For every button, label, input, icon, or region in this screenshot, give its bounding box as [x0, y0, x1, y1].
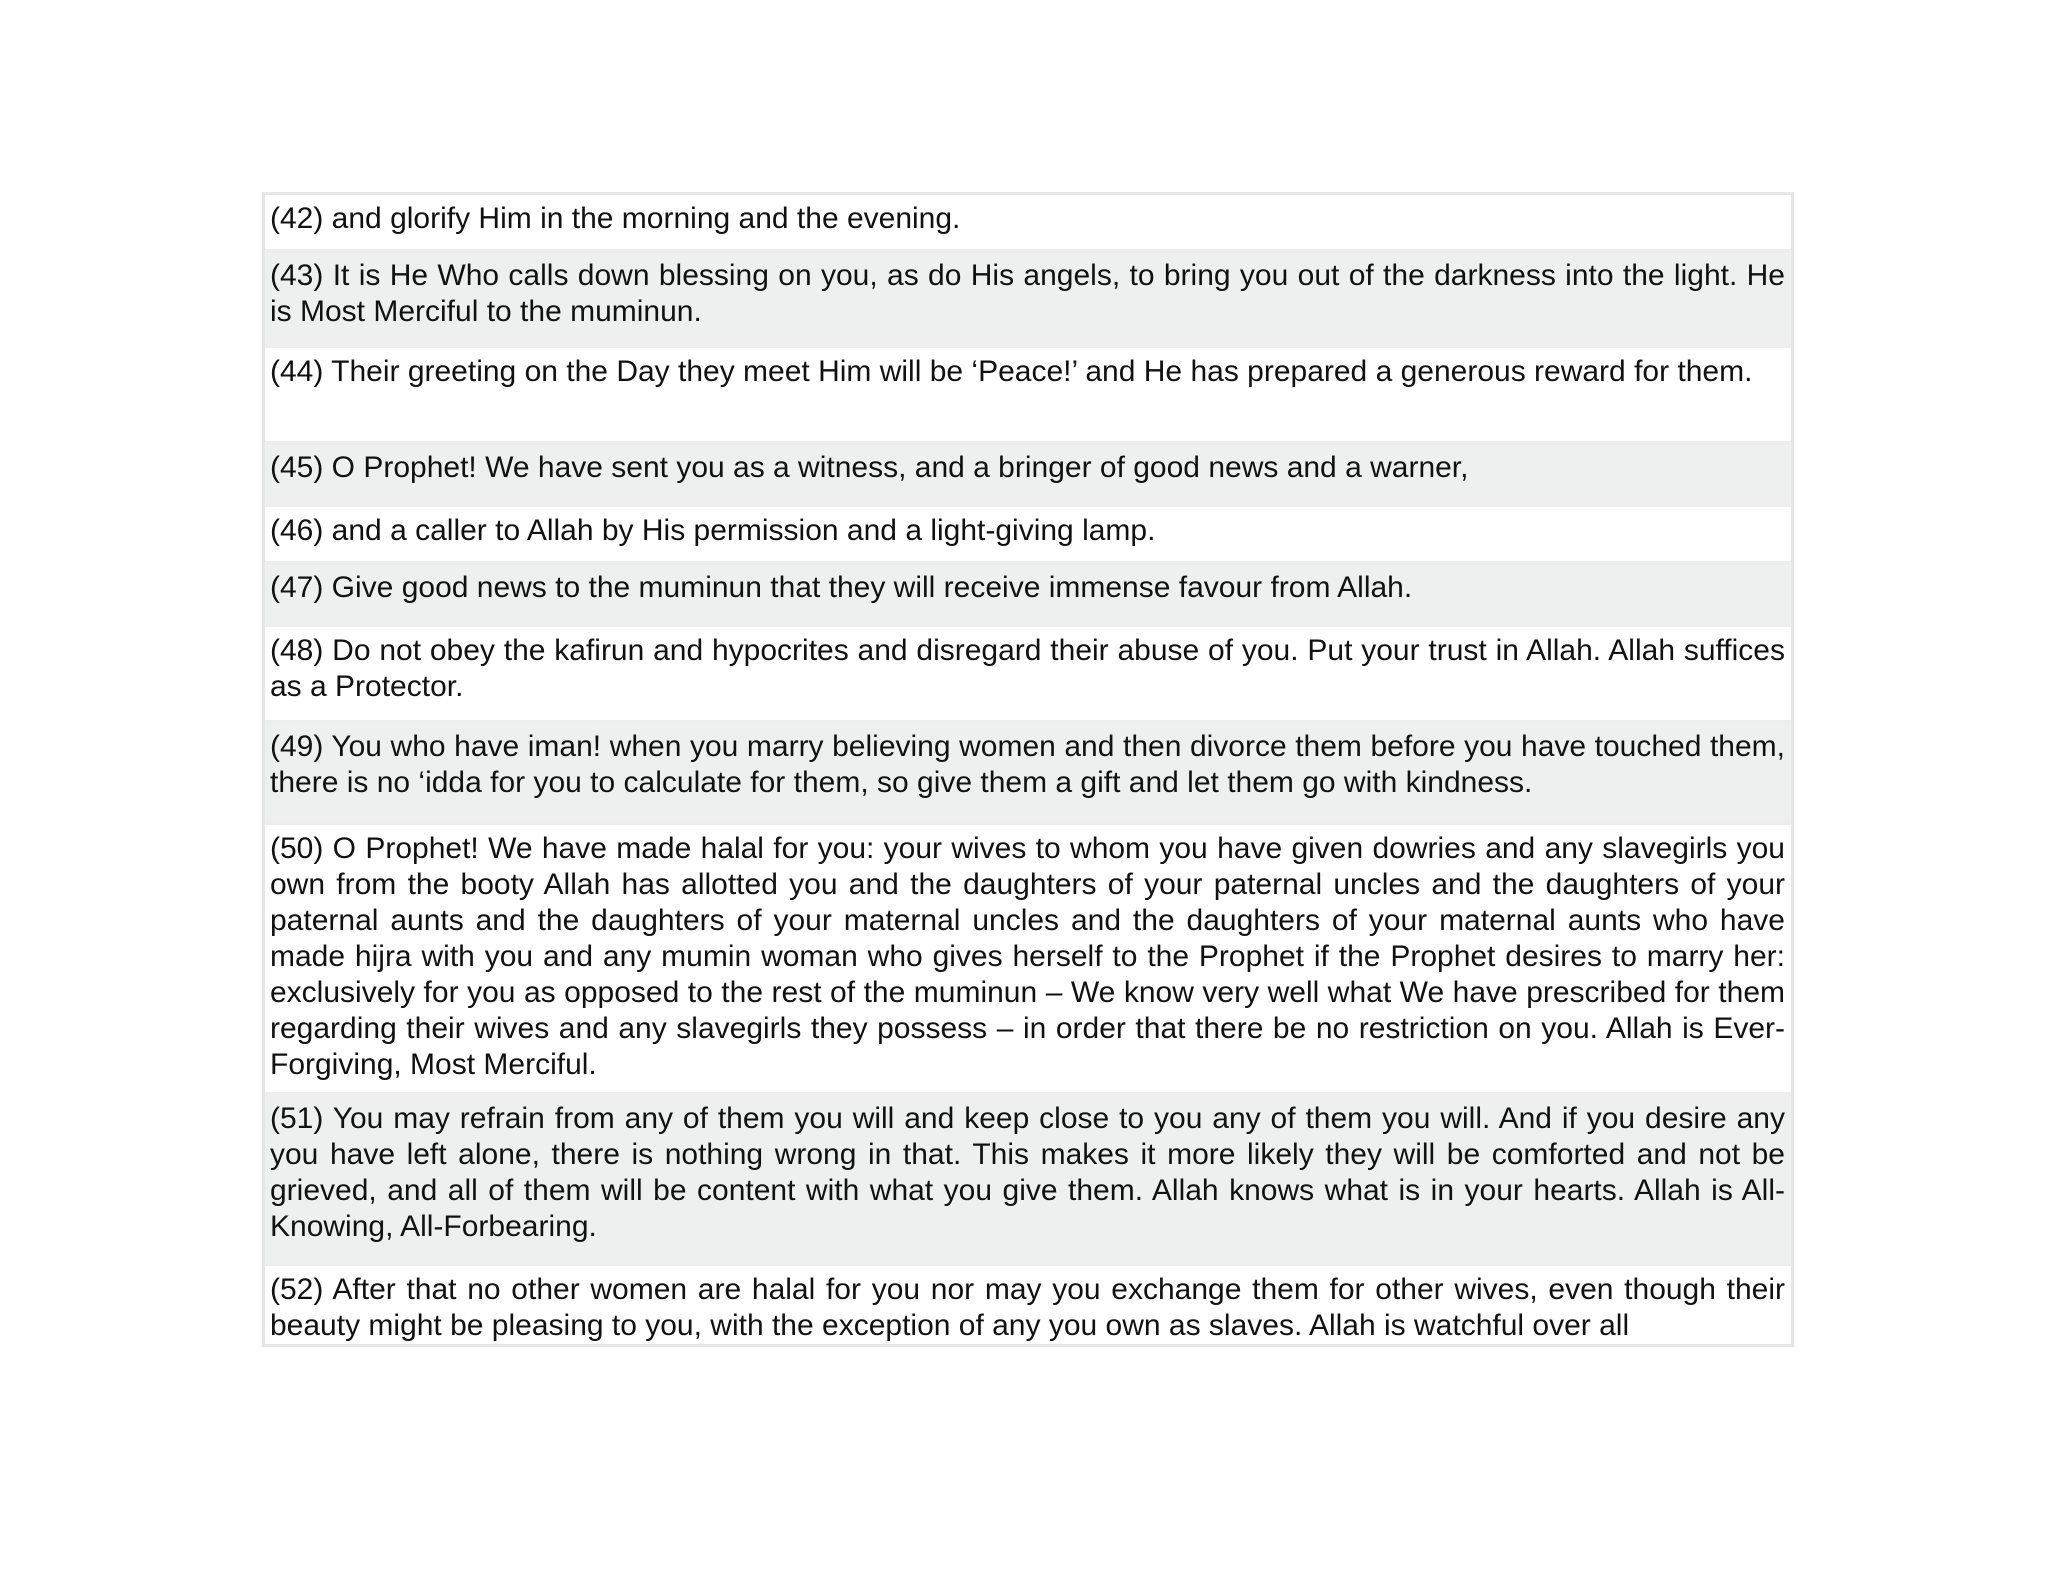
verse-text: (52) After that no other women are halal for you nor may you exchange them for other wives, even though their beauty might be pleasing to you, with the exception of any you own as slaves. Allah is watchful over all: [270, 1273, 1785, 1342]
verse-row-49: [265, 723, 1791, 822]
verse-text: (46) and a caller to Allah by His permission and a light-giving lamp.: [270, 514, 1156, 547]
verse-text: (50) O Prophet! We have made halal for you: your wives to whom you have given dowries and any slavegirls you own from the booty Allah has allotted you and the daughters of your paternal uncles and the daughters of your paternal aunts and the daughters of your maternal uncles and the daughters of your maternal aunts who have made hijra with you and any mumin woman who gives herself to the Prophet if the Prophet desires to marry her: exclusively for you as opposed to the rest of the muminun – We know very well what We have prescribed for them regarding their wives and any slavegirls they possess – in order that there be no restriction on you. Allah is Ever-Forgiving, Most Merciful.: [270, 832, 1785, 1081]
verse-text: (42) and glorify Him in the morning and the evening.: [270, 202, 961, 235]
verse-table: [262, 192, 1794, 1347]
verse-text: (51) You may refrain from any of them you will and keep close to you any of them you will. And if you desire any you have left alone, there is nothing wrong in that. This makes it more likely they will be comforted and not be grieved, and all of them will be content with what you give them. Allah knows what is in your hearts. Allah is All-Knowing, All-Forbearing.: [270, 1102, 1785, 1243]
verse-text: (45) O Prophet! We have sent you as a witness, and a bringer of good news and a warner,: [270, 451, 1469, 484]
verse-text: (44) Their greeting on the Day they meet Him will be ‘Peace!’ and He has prepared a generous reward for them.: [270, 355, 1753, 388]
verse-row-48: [265, 627, 1791, 720]
verse-row-44: [265, 348, 1791, 441]
verse-text: (43) It is He Who calls down blessing on you, as do His angels, to bring you out of the darkness into the light. He is Most Merciful to the muminun.: [270, 259, 1785, 328]
verse-row-46: [265, 507, 1791, 561]
verse-row-43: [265, 252, 1791, 345]
verse-row-42: [265, 195, 1791, 249]
verse-text: (47) Give good news to the muminun that they will receive immense favour from Allah.: [270, 571, 1413, 604]
verse-row-50: [265, 825, 1791, 1092]
verse-row-45: [265, 444, 1791, 504]
verse-text: (49) You who have iman! when you marry believing women and then divorce them before you have touched them, there is no ‘idda for you to calculate for them, so give them a gift and let them go with kindness.: [270, 730, 1785, 799]
verse-row-52: [265, 1266, 1791, 1347]
verse-row-47: [265, 564, 1791, 624]
verse-row-51: [265, 1095, 1791, 1263]
verse-text: (48) Do not obey the kafirun and hypocrites and disregard their abuse of you. Put your trust in Allah. Allah suffices as a Protector.: [270, 634, 1785, 703]
